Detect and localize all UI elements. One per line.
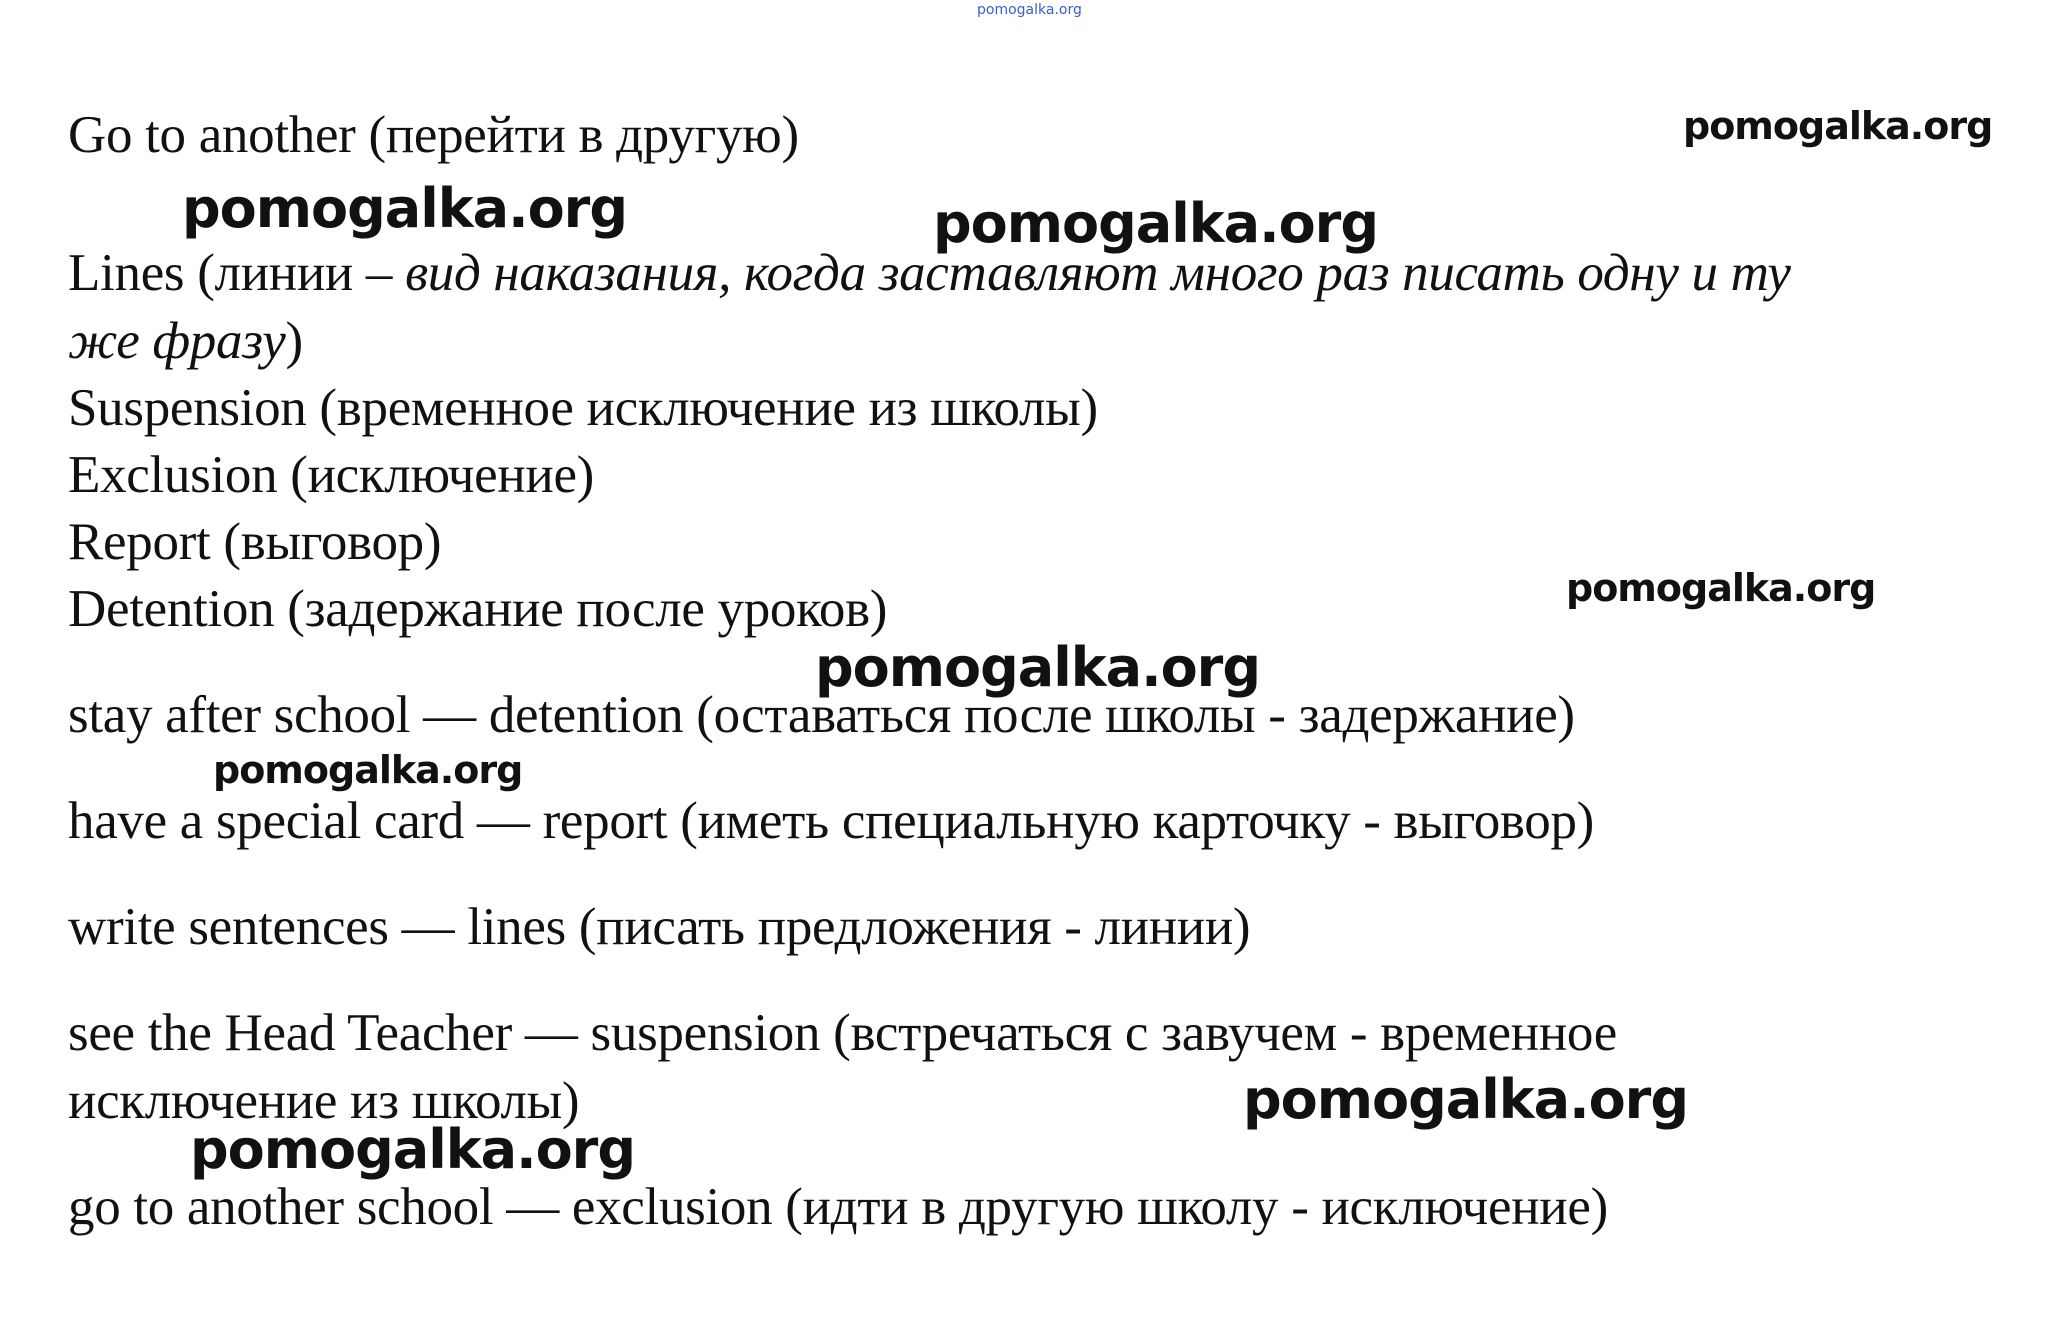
watermark: pomogalka.org <box>190 1118 635 1181</box>
text-line: Exclusion (исключение) <box>68 446 595 504</box>
text-line: исключение из школы) <box>68 1072 580 1130</box>
text-line: Detention (задержание после уроков) <box>68 580 888 638</box>
text-line <box>68 240 1791 306</box>
italic-text: же фразу <box>68 312 286 370</box>
watermark: pomogalka.org <box>213 748 523 792</box>
watermark: pomogalka.org <box>1683 104 1993 148</box>
text-line-part: Lines (линии – <box>68 244 406 302</box>
italic-text: вид наказания, когда заставляют много раз писать одну и ту <box>405 244 1791 302</box>
watermark: pomogalka.org <box>1566 566 1876 610</box>
text-line: Go to another (перейти в другую) <box>68 106 799 164</box>
text-line: go to another school — exclusion (идти в другую школу - исключение) <box>68 1178 1608 1236</box>
text-line: see the Head Teacher — suspension (встречаться с завучем - временное <box>68 1004 1617 1062</box>
text-line-part: ) <box>285 312 303 370</box>
text-line: Report (выговор) <box>68 513 442 571</box>
text-line: Suspension (временное исключение из школы) <box>68 379 1098 437</box>
text-line: have a special card — report (иметь специальную карточку - выговор) <box>68 792 1595 850</box>
text-line: stay after school — detention (оставаться после школы - задержание) <box>68 686 1575 744</box>
header-watermark: pomogalka.org <box>977 2 1082 18</box>
watermark: pomogalka.org <box>1243 1068 1688 1131</box>
watermark: pomogalka.org <box>815 636 1260 699</box>
watermark: pomogalka.org <box>933 192 1378 255</box>
text-line: write sentences — lines (писать предложения - линии) <box>68 898 1251 956</box>
watermark: pomogalka.org <box>182 177 627 240</box>
text-line <box>68 308 303 374</box>
